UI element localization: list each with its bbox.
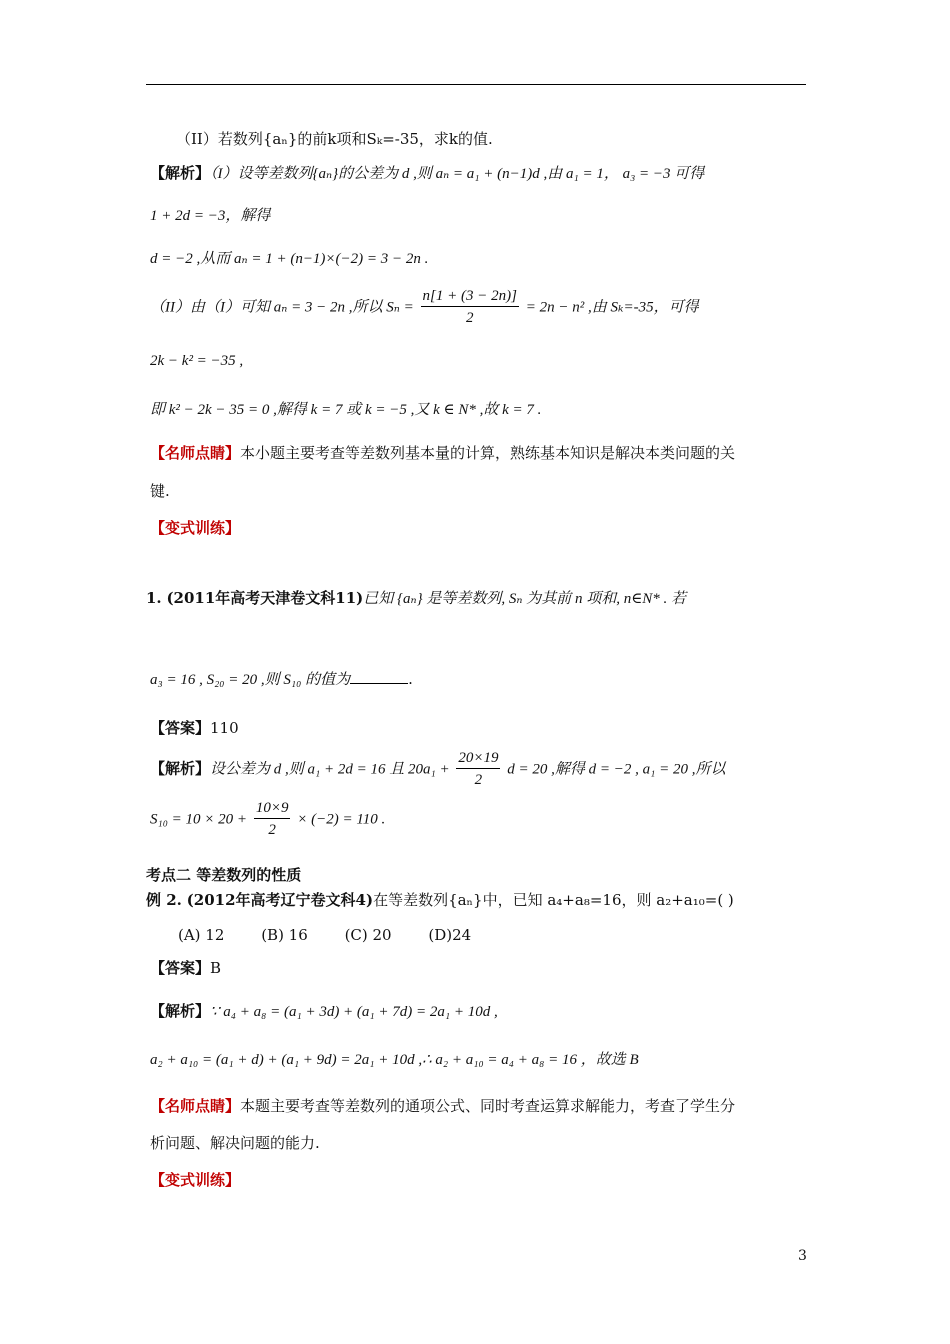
solution1-fraction-numerator: 20×19 xyxy=(456,748,500,769)
example2-label: 例 2. xyxy=(146,891,182,909)
option-c: (C) 20 xyxy=(344,926,392,944)
part2-question: （II）若数列{aₙ}的前k项和Sₖ=-35，求k的值. xyxy=(176,130,493,148)
page-number: 3 xyxy=(798,1248,807,1264)
option-d: (D)24 xyxy=(428,926,472,944)
solution1-line-2 xyxy=(150,798,385,841)
sum-fraction xyxy=(421,286,519,329)
solution2-line-1 xyxy=(150,1000,498,1023)
exercise1-line-2 xyxy=(150,668,413,691)
comment1-line-1 xyxy=(150,442,735,464)
example2-line xyxy=(146,889,734,911)
solution1-suffix: d = 20 ,解得 d = −2 , a₁ = 20 ,所以 xyxy=(507,761,726,778)
solution-line-2: 1 + 2d = −3，解得 xyxy=(150,208,271,224)
exercise1-text-1: 已知 {aₙ} 是等差数列, Sₙ 为其前 n 项和, n∈N* . 若 xyxy=(363,591,687,607)
solution1-prefix: 设公差为 d ,则 a₁ + 2d = 16 且 20a₁ + xyxy=(210,761,450,778)
sum-fraction-numerator: n[1 + (3 − 2n)] xyxy=(421,286,519,307)
solution-text-1: （I）设等差数列{aₙ}的公差为 d ,则 aₙ = a₁ + (n−1)d ,由 a₁ = 1， a₃ = −3 可得 xyxy=(210,166,705,182)
solution-line-5: 2k − k² = −35 , xyxy=(150,353,244,369)
solution1-label: 【解析】 xyxy=(150,759,211,778)
solution1-line2-suffix: × (−2) = 110 . xyxy=(297,811,386,828)
exercise1-end: . xyxy=(408,670,413,688)
header-rule xyxy=(146,84,806,85)
answer2-value: B xyxy=(210,959,222,977)
solution2-label: 【解析】 xyxy=(150,1002,211,1020)
example2-source: (2012年高考辽宁卷文科4) xyxy=(186,891,374,909)
solution2-line-2: a₂ + a₁₀ = (a₁ + d) + (a₁ + 9d) = 2a₁ + 10d ,∴ a₂ + a₁₀ = a₄ + a₈ = 16 ，故选 B xyxy=(150,1052,639,1068)
solution-line-3: d = −2 ,从而 aₙ = 1 + (n−1)×(−2) = 3 − 2n . xyxy=(150,251,429,267)
answer2-label: 【答案】 xyxy=(150,959,211,977)
solution-line-6: 即 k² − 2k − 35 = 0 ,解得 k = 7 或 k = −5 ,又 k ∈ N* ,故 k = 7 . xyxy=(150,402,542,418)
exercise1-text-2: a₃ = 16 , S₂₀ = 20 ,则 S₁₀ 的值为 xyxy=(150,672,351,688)
comment1-label: 【名师点睛】 xyxy=(150,444,241,462)
solution1-fraction xyxy=(456,748,500,791)
section2-title: 考点二 等差数列的性质 xyxy=(146,866,302,884)
comment2-label: 【名师点睛】 xyxy=(150,1097,241,1115)
solution-line-1 xyxy=(150,162,704,185)
solution1-line2-prefix: S₁₀ = 10 × 20 + xyxy=(150,811,248,828)
solution-line-4-suffix: = 2n − n² ,由 Sₖ=-35，可得 xyxy=(525,299,699,316)
variant-training-label: 【变式训练】 xyxy=(150,519,241,537)
answer1-label: 【答案】 xyxy=(150,719,211,737)
answer2-line xyxy=(150,957,221,979)
solution2-text-1: ∵ a₄ + a₈ = (a₁ + 3d) + (a₁ + 7d) = 2a₁ + 10d , xyxy=(210,1004,498,1020)
exercise1-line-1 xyxy=(146,587,686,610)
example2-options xyxy=(178,924,503,946)
solution1-line-1 xyxy=(150,748,725,791)
comment1-text-2: 键. xyxy=(150,482,170,500)
option-b: (B) 16 xyxy=(261,926,308,944)
solution-line-4-prefix: （II）由（I）可知 aₙ = 3 − 2n ,所以 Sₙ = xyxy=(150,299,414,316)
answer-blank xyxy=(350,669,408,684)
sum-fraction-denominator: 2 xyxy=(466,310,474,326)
answer1-value: 110 xyxy=(210,719,239,737)
solution1-fraction-2 xyxy=(254,798,291,841)
comment2-line-1 xyxy=(150,1095,735,1117)
comment2-text-1: 本题主要考查等差数列的通项公式、同时考查运算求解能力，考查了学生分 xyxy=(240,1097,736,1115)
solution1-fraction-denominator: 2 xyxy=(474,772,483,788)
exercise1-number: 1. xyxy=(146,589,162,607)
option-a: (A) 12 xyxy=(178,926,225,944)
solution1-fraction-2-denominator: 2 xyxy=(268,822,276,838)
answer1-line xyxy=(150,717,239,739)
solution1-fraction-2-numerator: 10×9 xyxy=(254,798,291,819)
comment1-text-1: 本小题主要考查等差数列基本量的计算，熟练基本知识是解决本类问题的关 xyxy=(240,444,736,462)
variant-training-label-2: 【变式训练】 xyxy=(150,1171,241,1189)
solution-line-4 xyxy=(150,286,699,329)
exercise1-source: (2011年高考天津卷文科11) xyxy=(166,589,364,607)
comment2-text-2: 析问题、解决问题的能力. xyxy=(150,1134,320,1152)
example2-text: 在等差数列{aₙ}中，已知 a₄+a₈=16，则 a₂+a₁₀=( ) xyxy=(373,891,734,909)
solution-label: 【解析】 xyxy=(150,164,211,182)
